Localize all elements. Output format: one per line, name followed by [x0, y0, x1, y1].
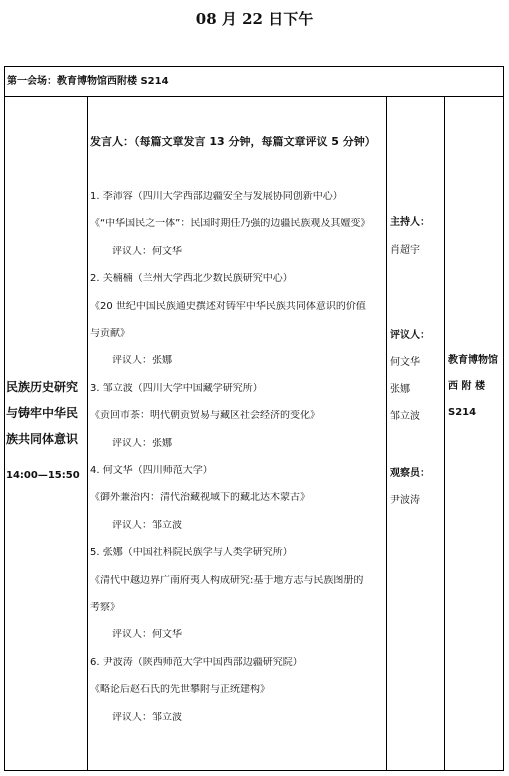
reviewer-line: 评议人：邹立波	[112, 520, 182, 531]
host-label: 主持人：	[390, 217, 430, 228]
reviewer-line: 评议人：邹立波	[112, 712, 182, 723]
reviewer-name: 张娜	[390, 384, 410, 395]
speakers-intro-text: 发言人：（每篇文章发言 13 分钟，每篇文章评议 5 分钟）	[90, 136, 376, 148]
speaker-line: 5. 张娜（中国社科院民族学与人类学研究所）	[90, 547, 293, 558]
speaker-line: 3. 邹立波（四川大学中国藏学研究所）	[90, 383, 263, 394]
speaker-line: 2. 关楠楠（兰州大学西北少数民族研究中心）	[90, 273, 293, 284]
speaker-line: 《略论后赵石氏的先世攀附与正统建构》	[90, 684, 270, 695]
table-border-left	[4, 66, 5, 771]
speaker-line: 《“中华国民之一体”：民国时期任乃强的边疆民族观及其嬗变》	[90, 218, 371, 229]
host-name: 肖超宇	[390, 245, 420, 256]
speaker-line: 《20 世纪中国民族通史撰述对铸牢中华民族共同体意识的价值	[90, 301, 366, 312]
observer-name: 尹波涛	[390, 495, 420, 506]
speaker-line: 与贡献》	[90, 328, 130, 339]
reviewer-line: 评议人：张娜	[112, 355, 172, 366]
panel-time: 14:00—15:50	[6, 470, 80, 481]
venue-line: 教育博物馆	[448, 355, 498, 366]
speaker-line: 4. 何文华（四川师范大学）	[90, 465, 213, 476]
panel-theme-line: 民族历史研究	[6, 380, 79, 394]
observer-label: 观察员：	[390, 468, 430, 479]
table-border-top	[4, 66, 504, 67]
venue-line: S214	[448, 407, 477, 418]
session-label: 第一会场：教育博物馆西附楼 S214	[7, 76, 169, 87]
panel-theme-line: 与铸牢中华民	[6, 406, 79, 420]
speaker-line: 1. 李沛容（四川大学西部边疆安全与发展协同创新中心）	[90, 191, 343, 202]
reviewer-line: 评议人：张娜	[112, 438, 172, 449]
reviewer-line: 评议人：何文华	[112, 629, 182, 640]
speaker-line: 《贡回市茶：明代朝贡贸易与藏区社会经济的变化》	[90, 410, 320, 421]
speakers-intro	[90, 136, 386, 149]
speaker-line: 《御外兼治内：清代治藏视域下的藏北达木蒙古》	[90, 492, 310, 503]
reviewer-line: 评议人：何文华	[112, 246, 182, 257]
table-border-bottom	[4, 770, 504, 771]
speaker-line: 《清代中越边界广南府夷人构成研究:基于地方志与民族图册的	[90, 575, 364, 586]
speaker-line: 6. 尹波涛（陕西师范大学中国西部边疆研究院）	[90, 657, 303, 668]
reviewers-label: 评议人：	[390, 330, 430, 341]
panel-theme-line: 族共同体意识	[6, 432, 79, 446]
speaker-line: 考察》	[90, 602, 120, 613]
panel-theme	[6, 374, 90, 452]
reviewer-name: 何文华	[390, 357, 420, 368]
venue	[448, 348, 506, 426]
column-divider-2	[386, 96, 387, 771]
table-border-session	[4, 96, 504, 97]
venue-line: 西 附 楼	[448, 381, 485, 392]
reviewer-name: 邹立波	[390, 411, 420, 422]
column-divider-3	[444, 96, 445, 771]
page-title: 08 月 22 日下午	[195, 10, 314, 28]
